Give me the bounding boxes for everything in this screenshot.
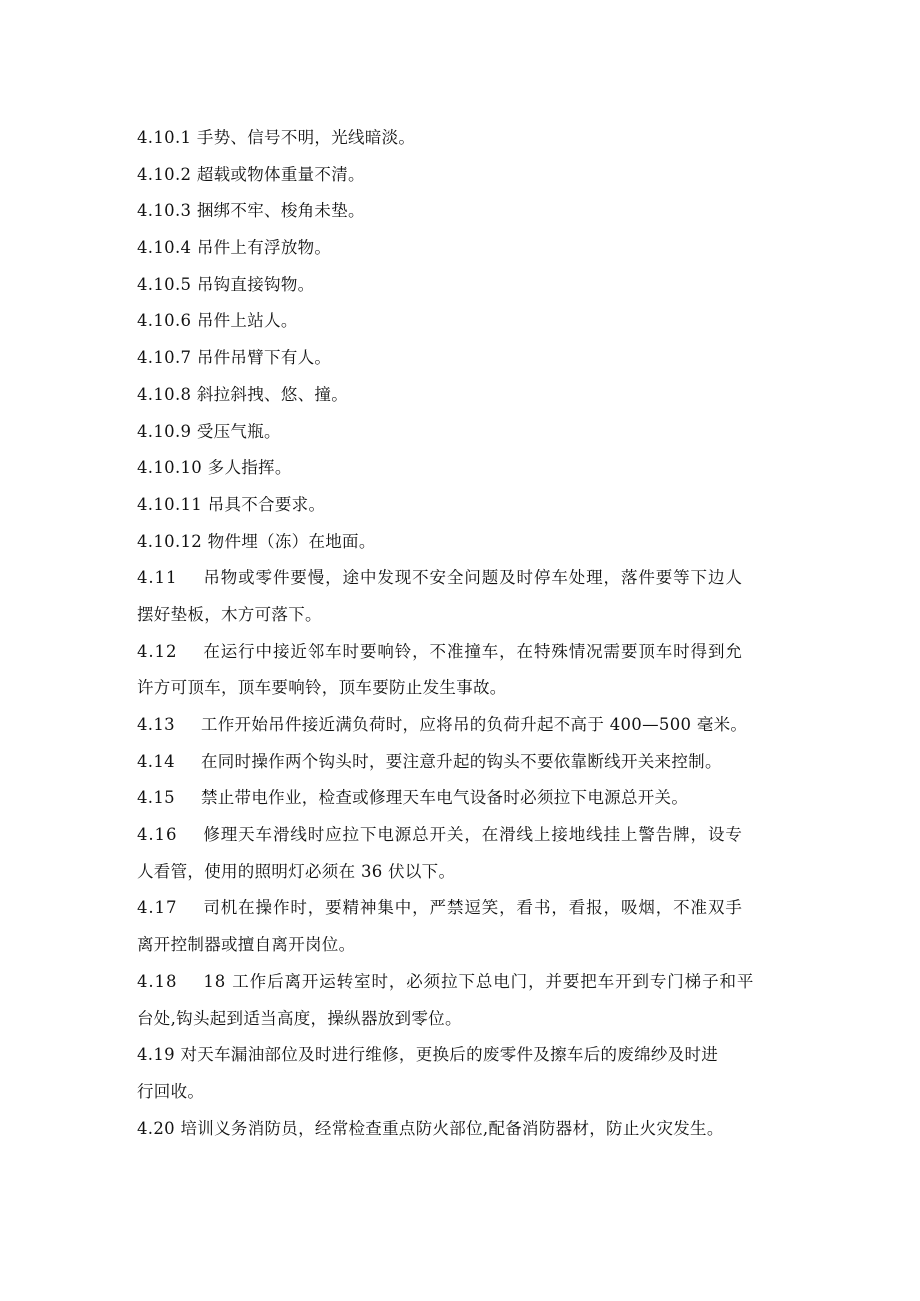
- clause-text: 司机在操作时，要精神集中，严禁逗笑，看书，看报，吸烟，不准双手: [203, 898, 743, 918]
- item-text: 物件埋（冻）在地面。: [207, 531, 376, 551]
- list-item: [137, 303, 777, 340]
- list-item: [137, 193, 777, 230]
- item-number: 4.10.2: [137, 164, 192, 184]
- list-item: [137, 120, 777, 157]
- item-number: 4.10.8: [137, 384, 192, 404]
- list-item: [137, 157, 777, 194]
- clause-text: 行回收。: [137, 1081, 205, 1101]
- clause-4-14: [137, 744, 777, 781]
- clause-number: 4.16: [137, 825, 178, 845]
- list-item: [137, 524, 777, 561]
- clause-number: 4.14: [137, 751, 175, 771]
- clause-text: 摆好垫板，木方可落下。: [137, 604, 322, 624]
- clause-number: 4.20: [137, 1118, 175, 1138]
- item-number: 4.10.3: [137, 201, 192, 221]
- item-text: 吊具不合要求。: [207, 494, 326, 514]
- item-text: 超载或物体重量不清。: [196, 164, 365, 184]
- list-item: [137, 267, 777, 304]
- clause-4-16-line-2: [137, 854, 777, 891]
- item-number: 4.10.12: [137, 531, 203, 551]
- clause-4-18-line-1: [137, 964, 777, 1001]
- clause-4-13: [137, 707, 777, 744]
- clause-4-16-line-1: [137, 817, 777, 854]
- clause-4-11-line-2: [137, 597, 777, 634]
- clause-number: 4.18: [137, 971, 178, 991]
- clause-text: 工作开始吊件接近满负荷时，应将吊的负荷升起不高于 400—500 毫米。: [200, 715, 748, 734]
- clause-4-18-line-2: [137, 1001, 777, 1038]
- clause-4-20: [137, 1111, 777, 1148]
- item-number: 4.10.11: [137, 494, 203, 514]
- clause-4-12-line-2: [137, 670, 777, 707]
- clause-4-17-line-1: [137, 890, 777, 927]
- clause-4-15: [137, 780, 777, 817]
- clause-text: 18 工作后离开运转室时，必须拉下总电门，并要把车开到专门梯子和平: [203, 971, 755, 991]
- item-text: 吊钩直接钩物。: [196, 274, 315, 294]
- list-item: [137, 230, 777, 267]
- document-body: [137, 120, 777, 1147]
- clause-text: 对天车漏油部位及时进行维修，更换后的废零件及擦车后的废绵纱及时进: [180, 1045, 719, 1065]
- item-number: 4.10.10: [137, 458, 203, 478]
- clause-text: 离开控制器或擅自离开岗位。: [137, 935, 356, 955]
- clause-number: 4.12: [137, 641, 178, 661]
- item-text: 多人指挥。: [207, 458, 292, 478]
- clause-text: 台处,钩头起到适当高度，操纵器放到零位。: [137, 1008, 462, 1028]
- item-text: 斜拉斜拽、悠、撞。: [196, 384, 349, 404]
- clause-4-12-line-1: [137, 634, 777, 671]
- clause-text: 人看管，使用的照明灯必须在 36 伏以下。: [137, 861, 456, 881]
- item-text: 吊件上有浮放物。: [196, 238, 332, 258]
- clause-text: 吊物或零件要慢，途中发现不安全问题及时停车处理，落件要等下边人: [203, 568, 743, 588]
- list-item: [137, 450, 777, 487]
- list-item: [137, 377, 777, 414]
- clause-number: 4.13: [137, 715, 175, 734]
- item-number: 4.10.7: [137, 348, 192, 368]
- item-text: 吊件吊臂下有人。: [196, 348, 332, 368]
- list-item: [137, 487, 777, 524]
- list-item: [137, 340, 777, 377]
- item-text: 捆绑不牢、梭角未垫。: [196, 201, 365, 221]
- clause-number: 4.15: [137, 788, 175, 808]
- item-text: 手势、信号不明，光线暗淡。: [196, 128, 416, 147]
- clause-4-17-line-2: [137, 927, 777, 964]
- clause-number: 4.19: [137, 1045, 175, 1065]
- list-item: [137, 414, 777, 451]
- clause-text: 禁止带电作业，检查或修理天车电气设备时必须拉下电源总开关。: [200, 788, 689, 808]
- clause-text: 在同时操作两个钩头时，要注意升起的钩头不要依靠断线开关来控制。: [200, 751, 722, 771]
- item-number: 4.10.9: [137, 421, 192, 441]
- clause-4-19-line-2: [137, 1074, 777, 1111]
- item-text: 受压气瓶。: [196, 421, 281, 441]
- item-number: 4.10.1: [137, 128, 192, 147]
- clause-4-19-line-1: [137, 1037, 777, 1074]
- clause-number: 4.11: [137, 568, 178, 588]
- clause-text: 培训义务消防员，经常检查重点防火部位,配备消防器材，防止火灾发生。: [180, 1118, 724, 1138]
- clause-4-11-line-1: [137, 560, 777, 597]
- item-number: 4.10.5: [137, 274, 192, 294]
- item-number: 4.10.4: [137, 238, 192, 258]
- clause-text: 许方可顶车，顶车要响铃，顶车要防止发生事故。: [137, 678, 507, 698]
- clause-text: 在运行中接近邻车时要响铃，不准撞车，在特殊情况需要顶车时得到允: [203, 641, 743, 661]
- clause-text: 修理天车滑线时应拉下电源总开关，在滑线上接地线挂上警告牌，设专: [203, 825, 743, 845]
- item-text: 吊件上站人。: [196, 311, 298, 331]
- clause-number: 4.17: [137, 898, 178, 918]
- item-number: 4.10.6: [137, 311, 192, 331]
